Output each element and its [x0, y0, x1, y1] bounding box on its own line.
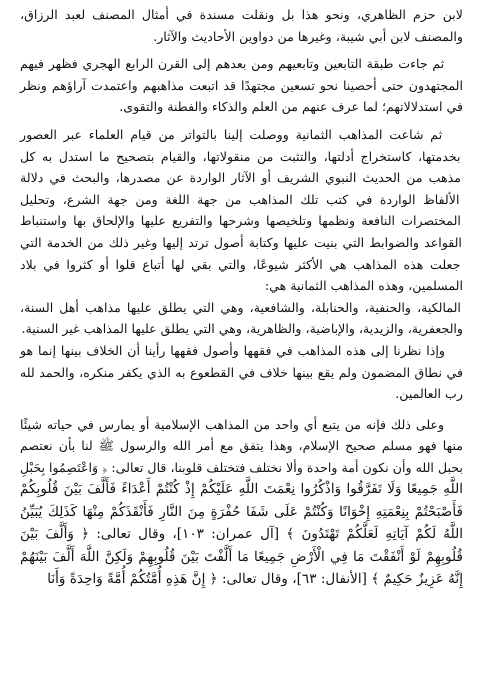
- text-line: وعلى ذلك فإنه من يتبع أي واحد من المذاهب الإسلامية أو يمارس في حياته شيئًا: [20, 416, 445, 432]
- text-line: لابن حزم الظاهري، ونحو هذا بل ونقلت مسندة في أمثال المصنف لعبد الرزاق، والمصنف: [20, 7, 463, 44]
- quran-verse-line: كَذَلِكَ يُبَيِّنُ اللَّهُ لَكُمْ آيَاتِهِ لَعَلَّكُمْ تَهْتَدُونَ ﴾ [آل عمران: ١٠٣]، وقال تعالى: ﴿ وَأَلَّفَ: [20, 503, 463, 543]
- quran-verse-line: اللَّهِ جَمِيعًا وَلَا تَفَرَّقُوا وَاذْكُرُوا نِعْمَتَ اللَّهِ عَلَيْكُمْ إِذْ كُنْتُمْ أَعْدَاءً فَأَلَّفَ بَيْنَ: [58, 481, 463, 498]
- text-line: الله وأن نكون أمة واحدة وألا نختلف فتختلف قلوبنا، قال تعالى: ﴿ وَاعْتَصِمُوا بِحَبْلِ: [20, 459, 434, 475]
- paragraph-3: [20, 124, 463, 297]
- text-line: منها فهو مسلم صحيح الإسلام، وهذا يتفق مع أمر الله والرسول ﷺ لنا بأن نعتصم بحبل: [20, 438, 463, 475]
- text-line: الألفاظ الواردة في كتب تلك المذاهب من جهة اللغة ومن جهة الشرع، وتحليل: [20, 191, 460, 207]
- text-line: ثم جاءت طبقة التابعين وتابعيهم ومن بعدهم إلى القرن الرابع الهجري فظهر فيهم: [20, 56, 445, 72]
- quran-verse-line: قُلُوبِكُمْ فَأَصْبَحْتُمْ بِنِعْمَتِهِ إِخْوَانًا وَكُنْتُمْ عَلَى شَفَا حُفْرَةٍ مِنَ النَّارِ فَأَنْقَذَكُمْ مِنْهَا: [20, 481, 463, 520]
- text-line: القواعد والضوابط التي بنيت عليها وكتابة أصول ترتد إليها وغير ذلك من الخدمة التي: [20, 234, 462, 250]
- text-line: جعلت هذه المذاهب هي الأكثر شيوعًا، والتي بقي لها أتباع قلوا أو كثروا في بلاد: [20, 256, 461, 272]
- paragraph-6: [20, 414, 463, 591]
- text-line: والجعفرية، والزيدية، والإباضية، والظاهرية، وهي التي يطلق عليها المذاهب غير السنية.: [21, 321, 463, 337]
- text-line: بخدمتها، كاستخراج أدلتها، والتثبت من منقولاتها، والقيام بتصحيح ما استدل به كل: [20, 148, 461, 164]
- text-line: المختصرات النافعة ونظمها وتلخيصها وشرحها والتفريع عليها والإلحاق بها واستنباط: [20, 213, 461, 229]
- text-line: العالمين.: [395, 386, 442, 402]
- text-line: المالكية، والحنفية، والحنابلة، والشافعية، وهي التي يطلق عليها مذاهب أهل السنة،: [20, 299, 461, 315]
- quran-verse-line: بَيْنَهُمْ إِنَّهُ عَزِيزٌ حَكِيمٌ ﴾ [الأنفال: ٦٣]، وقال تعالى: ﴿ إِنَّ هَذِهِ أُمَّتُكُمْ أُمَّةً وَاحِدَةً وَأَنَا: [20, 548, 463, 588]
- paragraph-2: [20, 53, 463, 118]
- text-line: ثم شاعت المذاهب الثمانية ووصلت إلينا بالتواتر من قيام العلماء عبر العصور: [20, 126, 443, 142]
- text-line: نطاق المضمون ولم يقع بينها خلاف في القطعوع به الذي يكفر منكره، والحمد لله رب: [20, 364, 463, 402]
- paragraph-5: [20, 340, 463, 405]
- text-line: المجتهدون حتى أحصينا نحو تسعين مجتهدًا قد اتبعت مذاهبهم واعتمدت آراؤهم ونظر في: [20, 77, 463, 115]
- quran-verse-line: بَيْنَ قُلُوبِهِمْ لَوْ أَنْفَقْتَ مَا فِي الْأَرْضِ جَمِيعًا مَا أَلَّفْتَ بَيْنَ قُلُوبِهِمْ وَلَكِنَّ اللَّهَ أَلَّفَ: [20, 526, 463, 565]
- text-line: مذهب من الحديث النبوي الشريف أو الآثار الواردة عن مصدرها، والبحث في دلالة: [20, 170, 461, 186]
- text-line: المسلمين، وهذه المذاهب الثمانية هي:: [264, 278, 463, 294]
- text-line: لابن أبي شيبة، وغيرها من دواوين الأحاديث والآثار.: [153, 28, 411, 44]
- text-line: وإذا نظرنا إلى هذه المذاهب في فقهها وأصول فقهها رأينا أن الخلاف بينها إنما هو في: [20, 342, 463, 380]
- text-line: استدلالاتهم؛ لما عرف عنهم من العلم والذكاء والفطنة والتقوى.: [119, 99, 443, 115]
- paragraph-4: [20, 297, 463, 340]
- paragraph-1: [20, 4, 463, 47]
